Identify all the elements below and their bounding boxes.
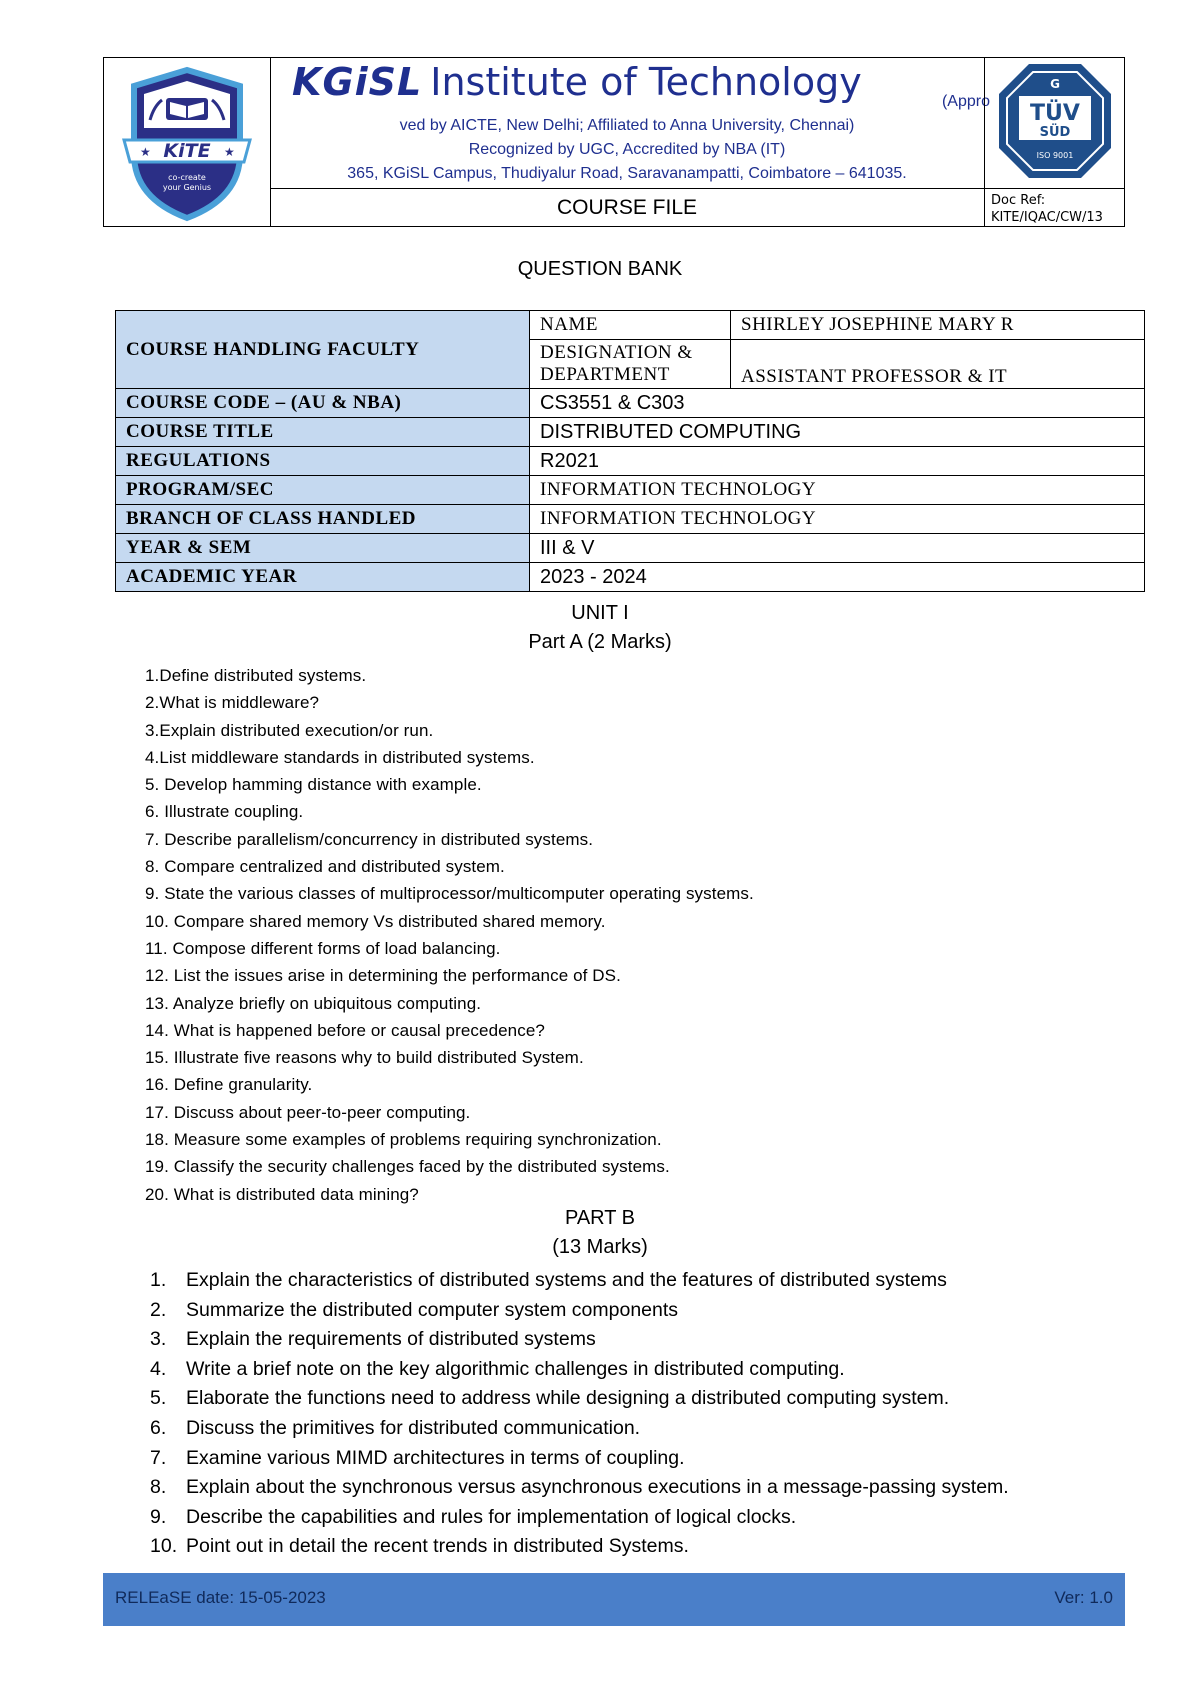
question-number: 7.	[150, 1446, 167, 1469]
list-item	[150, 1473, 1009, 1503]
question-text: Explain about the synchronous versus asynchronous executions in a message-passing system.	[186, 1476, 1009, 1499]
institute-name: Institute of Technology	[430, 60, 862, 104]
designation-label	[530, 340, 731, 389]
part-a-heading: Part A (2 Marks)	[528, 631, 672, 653]
list-item	[150, 1414, 1009, 1444]
document-header	[103, 57, 1125, 227]
regulations-value: R2021	[530, 447, 1145, 476]
table-row	[116, 476, 1145, 505]
page-title: QUESTION BANK	[517, 258, 683, 280]
release-date: RELEaSE date: 15-05-2023	[115, 1588, 326, 1607]
list-item	[150, 1266, 1009, 1296]
institute-info	[270, 58, 990, 188]
part-b-questions	[150, 1266, 1009, 1562]
part-b-heading: PART B	[564, 1207, 636, 1229]
course-title-value: DISTRIBUTED COMPUTING	[530, 418, 1145, 447]
table-row	[116, 447, 1145, 476]
academic-year-value: 2023 - 2024	[530, 563, 1145, 592]
version-label: Ver: 1.0	[1054, 1588, 1113, 1607]
unit-heading: UNIT I	[571, 602, 629, 624]
cert-iso: ISO 9001	[1036, 151, 1074, 160]
year-sem-value: III & V	[530, 534, 1145, 563]
table-row	[116, 389, 1145, 418]
question-number: 10.	[150, 1535, 178, 1558]
certification-cell	[984, 58, 1125, 188]
question-number: 3.	[150, 1328, 167, 1351]
course-title-label: COURSE TITLE	[116, 418, 530, 447]
question-text: Write a brief note on the key algorithmic challenges in distributed computing.	[186, 1357, 845, 1380]
cert-top: G	[1050, 77, 1060, 91]
doc-ref-label: Doc Ref:	[991, 193, 1046, 208]
question-text: Discuss the primitives for distributed communication.	[186, 1416, 641, 1439]
cert-sub: SÜD	[1039, 125, 1071, 140]
list-item	[150, 1532, 1009, 1562]
list-item: 11. Compose different forms of load balancing.	[145, 938, 501, 958]
svg-text:★: ★	[224, 145, 235, 159]
list-item: 3.Explain distributed execution/or run.	[145, 720, 434, 740]
list-item: 20. What is distributed data mining?	[145, 1184, 419, 1204]
list-item	[150, 1355, 1009, 1385]
list-item	[150, 1503, 1009, 1533]
question-text: Point out in detail the recent trends in distributed Systems.	[186, 1535, 689, 1558]
list-item: 10. Compare shared memory Vs distributed shared memory.	[145, 911, 606, 931]
question-text: Summarize the distributed computer system components	[186, 1298, 679, 1321]
question-text: Explain the requirements of distributed systems	[186, 1328, 596, 1351]
address-text: 365, KGiSL Campus, Thudiyalur Road, Saravanampatti, Coimbatore – 641035.	[347, 165, 907, 182]
list-item: 7. Describe parallelism/concurrency in distributed systems.	[145, 829, 594, 849]
question-text: Elaborate the functions need to address while designing a distributed computing system.	[186, 1387, 950, 1410]
part-a-questions	[145, 662, 754, 1208]
list-item: 15. Illustrate five reasons why to build distributed System.	[145, 1048, 584, 1068]
name-label: NAME	[530, 311, 731, 340]
list-item: 13. Analyze briefly on ubiquitous computing.	[145, 993, 482, 1013]
year-sem-label: YEAR & SEM	[116, 534, 530, 563]
list-item: 1.Define distributed systems.	[145, 666, 367, 685]
question-number: 9.	[150, 1505, 167, 1528]
list-item	[150, 1296, 1009, 1326]
logo-cell	[104, 58, 271, 226]
institute-details	[270, 114, 984, 186]
branch-value: INFORMATION TECHNOLOGY	[530, 505, 1145, 534]
designation-label-line1: DESIGNATION &	[540, 342, 693, 363]
table-row	[116, 311, 1145, 340]
question-number: 5.	[150, 1387, 167, 1410]
designation-label-line2: DEPARTMENT	[540, 364, 670, 385]
list-item: 5. Develop hamming distance with example.	[145, 775, 482, 795]
course-info-table	[115, 310, 1145, 592]
question-number: 6.	[150, 1416, 167, 1439]
course-code-value: CS3551 & C303	[530, 389, 1145, 418]
faculty-label: COURSE HANDLING FACULTY	[116, 311, 530, 389]
question-number: 1.	[150, 1269, 167, 1291]
doc-ref	[984, 188, 1124, 226]
name-value: SHIRLEY JOSEPHINE MARY R	[731, 311, 1145, 340]
table-row	[116, 563, 1145, 592]
list-item	[150, 1444, 1009, 1474]
approval-text-start: (Appro	[941, 93, 990, 110]
question-text: Examine various MIMD architectures in terms of coupling.	[186, 1446, 685, 1469]
list-item: 19. Classify the security challenges faced by the distributed systems.	[145, 1157, 670, 1177]
logo-text: KiTE	[163, 140, 211, 162]
list-item: 18. Measure some examples of problems requiring synchronization.	[145, 1130, 662, 1150]
list-item: 17. Discuss about peer-to-peer computing.	[145, 1102, 471, 1122]
svg-text:co-create: co-create	[168, 173, 206, 182]
svg-text:your Genius: your Genius	[162, 183, 212, 192]
list-item: 16. Define granularity.	[145, 1075, 313, 1095]
list-item	[150, 1325, 1009, 1355]
kite-logo-icon	[104, 58, 270, 226]
program-value: INFORMATION TECHNOLOGY	[530, 476, 1145, 505]
institute-title	[292, 60, 990, 120]
list-item: 9. State the various classes of multiprocessor/multicomputer operating systems.	[145, 884, 754, 904]
institute-brand: KGiSL	[292, 60, 423, 104]
table-row	[116, 534, 1145, 563]
academic-year-label: ACADEMIC YEAR	[116, 563, 530, 592]
list-item: 4.List middleware standards in distributed systems.	[145, 747, 535, 767]
approval-text: ved by AICTE, New Delhi; Affiliated to Anna University, Chennai)	[399, 117, 855, 134]
course-file-label: COURSE FILE	[270, 188, 984, 227]
course-code-label: COURSE CODE – (AU & NBA)	[116, 389, 530, 418]
question-number: 2.	[150, 1298, 167, 1321]
regulations-label: REGULATIONS	[116, 447, 530, 476]
doc-ref-value: KITE/IQAC/CW/13	[991, 210, 1103, 225]
table-row	[116, 505, 1145, 534]
cert-main: TÜV	[1030, 101, 1080, 126]
tuv-certification-icon	[985, 58, 1125, 188]
list-item	[150, 1384, 1009, 1414]
part-b-marks: (13 Marks)	[552, 1236, 648, 1258]
list-item: 12. List the issues arise in determining the performance of DS.	[145, 966, 621, 986]
svg-text:★: ★	[140, 145, 151, 159]
page-footer	[103, 1573, 1125, 1626]
list-item: 8. Compare centralized and distributed system.	[145, 857, 505, 877]
branch-label: BRANCH OF CLASS HANDLED	[116, 505, 530, 534]
recognition-text: Recognized by UGC, Accredited by NBA (IT)	[468, 141, 786, 158]
program-label: PROGRAM/SEC	[116, 476, 530, 505]
designation-value: ASSISTANT PROFESSOR & IT	[731, 340, 1145, 389]
question-text: Explain the characteristics of distributed systems and the features of distributed systems	[186, 1269, 947, 1291]
list-item: 6. Illustrate coupling.	[145, 802, 304, 822]
question-text: Describe the capabilities and rules for implementation of logical clocks.	[186, 1505, 797, 1528]
table-row	[116, 418, 1145, 447]
list-item: 2.What is middleware?	[145, 693, 320, 713]
question-number: 8.	[150, 1476, 167, 1499]
list-item: 14. What is happened before or causal precedence?	[145, 1020, 545, 1040]
question-number: 4.	[150, 1357, 167, 1380]
